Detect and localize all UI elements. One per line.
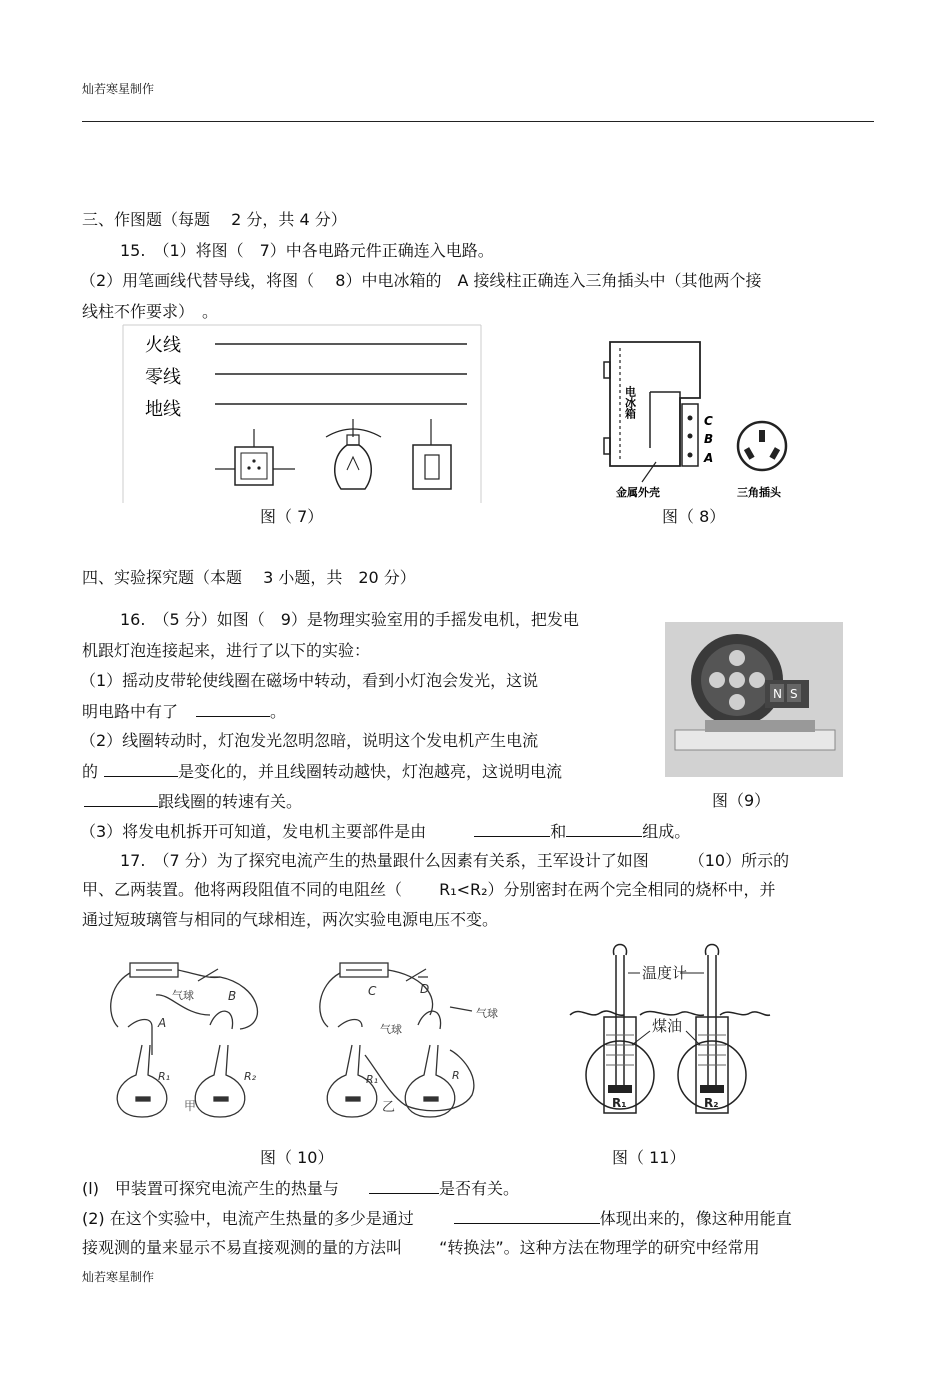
q16-blank-3[interactable] <box>84 791 158 807</box>
figure-8-fridge <box>600 338 800 503</box>
apparatus-yi <box>320 963 474 1117</box>
q15-line1: 15. （1）将图（ 7）中各电路元件正确连入电路。 <box>120 241 494 260</box>
q16-line8-end: 组成。 <box>642 822 691 841</box>
balloon-label-2: 气球 <box>380 1023 402 1036</box>
q17-blank-2[interactable] <box>454 1208 600 1224</box>
figure-10-apparatus <box>100 955 530 1125</box>
figure-9-caption: 图（9） <box>712 791 771 810</box>
q17-part2 <box>82 1208 792 1229</box>
q17-line3: 通过短玻璃管与相同的气球相连，两次实验电源电压不变。 <box>82 910 499 929</box>
q15-line2: （2）用笔画线代替导线，将图（ 8）中电冰箱的 A 接线柱正确连入三角插头中（其他两个接 <box>80 271 762 290</box>
balloon-label-3: 气球 <box>476 1007 498 1020</box>
fridge-label: 电冰箱 <box>623 386 637 419</box>
q16-line6-text: 是变化的，并且线圈转动越快，灯泡越亮，这说明电流 <box>178 762 563 781</box>
light-bulb-icon <box>326 419 381 489</box>
q16-line8-and: 和 <box>550 822 567 841</box>
ground-wire-label: 地线 <box>145 399 181 420</box>
q16-line5: （2）线圈转动时，灯泡发光忽明忽暗，说明这个发电机产生电流 <box>80 731 539 750</box>
q17-part2-end: 体现出来的，像这种用能直 <box>599 1209 792 1228</box>
q16-blank-4[interactable] <box>474 821 550 837</box>
figure-7-circuit <box>123 325 483 505</box>
figure-9-generator-photo <box>665 622 843 777</box>
q17-part2-text: (2) 在这个实验中，电流产生热量的多少是通过 <box>82 1209 414 1228</box>
header-rule <box>82 121 874 122</box>
wall-switch-icon <box>413 419 451 489</box>
q17-part1-text: (l) 甲装置可探究电流产生的热量与 <box>82 1179 339 1198</box>
apparatus-jia <box>111 963 258 1117</box>
q16-line6 <box>82 761 562 782</box>
q17-blank-1[interactable] <box>369 1178 439 1194</box>
q16-blank-5[interactable] <box>566 821 642 837</box>
label-c: C <box>368 984 377 998</box>
figure-10-caption: 图（ 10） <box>260 1148 334 1167</box>
section4-title: 四、实验探究题（本题 3 小题，共 20 分） <box>82 568 416 587</box>
q16-line8 <box>80 821 690 842</box>
magnet-n-label: N <box>773 687 782 701</box>
figure-11-apparatus <box>570 935 770 1110</box>
plug-label: 三角插头 <box>737 486 781 499</box>
q16-blank-1[interactable] <box>196 701 270 717</box>
label-a: A <box>158 1016 167 1030</box>
q16-line7-text: 跟线圈的转速有关。 <box>158 792 303 811</box>
q17-line2: 甲、乙两装置。他将两段阻值不同的电阻丝（ R₁<R₂）分别密封在两个完全相同的烧杯中，并 <box>82 880 776 899</box>
neutral-wire-label: 零线 <box>145 367 181 388</box>
label-jia: 甲 <box>184 1099 197 1113</box>
label-r1: R₁ <box>612 1096 627 1110</box>
figure-7-caption: 图（ 7） <box>260 507 324 526</box>
q17-line1: 17. （7 分）为了探究电流产生的热量跟什么因素有关系，王军设计了如图 （10）所示的 <box>120 851 790 870</box>
q16-line3: （1）摇动皮带轮使线圈在磁场中转动，看到小灯泡会发光，这说 <box>80 671 539 690</box>
label-d: D <box>420 982 430 996</box>
q17-part2-cont: 接观测的量来显示不易直接观测的量的方法叫 “转换法”。这种方法在物理学的研究中经常用 <box>82 1238 760 1257</box>
q16-line7 <box>84 791 302 812</box>
label-r1-yi: R₁ <box>366 1073 379 1086</box>
metal-shell-label: 金属外壳 <box>616 486 660 499</box>
q16-line1: 16. （5 分）如图（ 9）是物理实验室用的手摇发电机，把发电 <box>120 610 579 629</box>
live-wire-label: 火线 <box>145 335 181 356</box>
q16-blank-2[interactable] <box>104 761 178 777</box>
terminal-b-label: B <box>704 432 714 446</box>
q15-line3: 线柱不作要求） 。 <box>82 302 219 321</box>
q16-line4-end: 。 <box>270 702 287 721</box>
q16-line6-start: 的 <box>82 762 99 781</box>
label-r-yi: R <box>452 1069 460 1082</box>
q16-line4-text: 明电路中有了 <box>82 702 179 721</box>
footer-brand: 灿若寒星制作 <box>82 1270 155 1284</box>
magnet-s-label: S <box>790 687 798 701</box>
three-pin-plug-icon <box>738 422 786 470</box>
label-r2-jia: R₂ <box>244 1070 257 1083</box>
balloon-label-1: 气球 <box>172 989 194 1002</box>
label-r1-jia: R₁ <box>158 1070 171 1083</box>
terminal-a-label: A <box>704 451 714 465</box>
label-yi: 乙 <box>382 1100 396 1115</box>
q17-part1-end: 是否有关。 <box>438 1179 519 1198</box>
q16-line2: 机跟灯泡连接起来，进行了以下的实验： <box>82 641 371 660</box>
header-brand: 灿若寒星制作 <box>82 82 155 96</box>
wall-socket-icon <box>215 429 295 485</box>
q16-line4 <box>82 701 286 722</box>
kerosene-label: 煤油 <box>652 1017 683 1035</box>
thermometer-label: 温度计 <box>642 964 688 982</box>
figure-11-caption: 图（ 11） <box>612 1148 686 1167</box>
section3-title: 三、作图题（每题 2 分，共 4 分） <box>82 210 347 229</box>
q17-part1 <box>82 1178 519 1199</box>
label-b: B <box>228 989 237 1003</box>
figure-8-caption: 图（ 8） <box>662 507 726 526</box>
terminal-c-label: C <box>704 414 713 428</box>
label-r2: R₂ <box>704 1096 719 1110</box>
q16-line8-text: （3）将发电机拆开可知道，发电机主要部件是由 <box>80 822 427 841</box>
